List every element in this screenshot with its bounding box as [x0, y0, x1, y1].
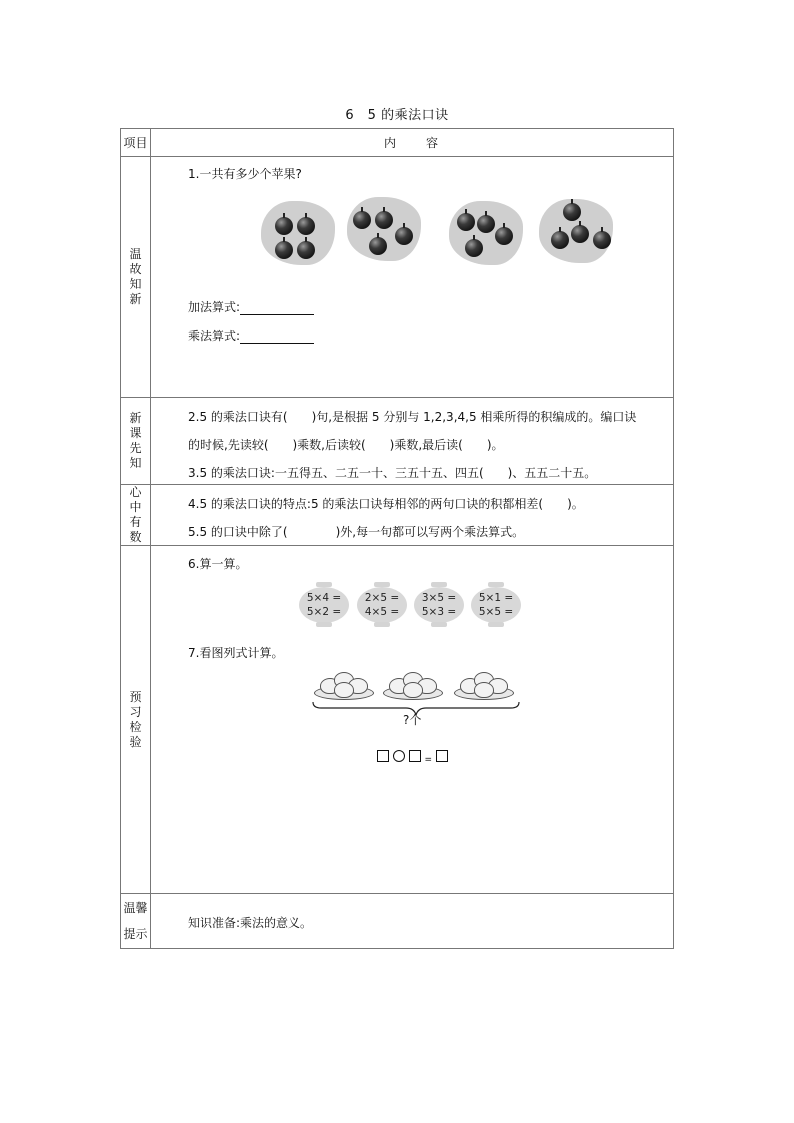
equals-sign: =	[424, 755, 433, 765]
review-label: 温故知新	[129, 247, 142, 306]
question-5: 5.5 的口诀中除了( )外,每一句都可以写两个乘法算式。	[188, 525, 525, 539]
question-1: 1.一共有多少个苹果?	[188, 167, 302, 181]
lantern-1: 5×4 = 5×2 =	[299, 582, 349, 628]
worksheet-table	[120, 128, 674, 949]
section-mind	[121, 485, 674, 546]
mind-content	[151, 485, 674, 546]
question-2-line-2: 的时候,先读较( )乘数,后读较( )乘数,最后读( )。	[188, 438, 504, 452]
new-lesson-label-cell	[121, 398, 151, 485]
review-label-cell	[121, 157, 151, 398]
bun-plate-3	[454, 670, 512, 700]
new-lesson-content	[151, 398, 674, 485]
answer-box-1[interactable]	[377, 750, 389, 762]
answer-box-2[interactable]	[409, 750, 421, 762]
preview-content	[151, 546, 674, 894]
bun-plate-2	[383, 670, 441, 700]
question-4: 4.5 的乘法口诀的特点:5 的乘法口诀每相邻的两句口诀的积都相差( )。	[188, 497, 584, 511]
header-item: 项目	[121, 129, 151, 157]
tips-label: 温馨提示	[123, 901, 148, 941]
section-review	[121, 157, 674, 398]
addition-label: 加法算式:	[188, 300, 241, 314]
addition-field	[188, 298, 314, 315]
lantern-3: 3×5 = 5×3 =	[414, 582, 464, 628]
apple-group-1	[261, 201, 335, 265]
apple-group-4	[539, 199, 613, 263]
mind-label: 心中有数	[129, 485, 142, 544]
tips-text: 知识准备:乘法的意义。	[188, 916, 313, 930]
operator-circle[interactable]	[393, 750, 405, 762]
section-tips	[121, 894, 674, 949]
page-title: 6 5 的乘法口诀	[345, 108, 449, 123]
question-6: 6.算一算。	[188, 557, 248, 571]
header-row	[121, 129, 674, 157]
new-lesson-label: 新课先知	[129, 411, 142, 470]
apple-group-2	[347, 197, 421, 261]
multiplication-label: 乘法算式:	[188, 329, 241, 343]
bun-plate-1	[314, 670, 372, 700]
tips-content	[151, 894, 674, 949]
multiplication-blank[interactable]	[240, 331, 314, 344]
header-content: 内 容	[151, 129, 674, 157]
apple-group-3	[449, 201, 523, 265]
tips-label-cell	[121, 894, 151, 949]
question-7: 7.看图列式计算。	[188, 646, 284, 660]
equation-template	[377, 748, 448, 765]
preview-label: 预习检验	[129, 689, 142, 749]
lantern-2: 2×5 = 4×5 =	[357, 582, 407, 628]
question-2-line-1: 2.5 的乘法口诀有( )句,是根据 5 分别与 1,2,3,4,5 相乘所得的积编成的。编口诀	[188, 410, 637, 424]
addition-blank[interactable]	[240, 302, 314, 315]
answer-box-3[interactable]	[436, 750, 448, 762]
brace-label: ?个	[403, 713, 422, 727]
multiplication-field	[188, 327, 314, 344]
lantern-4: 5×1 = 5×5 =	[471, 582, 521, 628]
review-content	[151, 157, 674, 398]
section-preview	[121, 546, 674, 894]
mind-label-cell	[121, 485, 151, 546]
section-new-lesson	[121, 398, 674, 485]
question-3: 3.5 的乘法口诀:一五得五、二五一十、三五十五、四五( )、五五二十五。	[188, 466, 597, 480]
preview-label-cell	[121, 546, 151, 894]
